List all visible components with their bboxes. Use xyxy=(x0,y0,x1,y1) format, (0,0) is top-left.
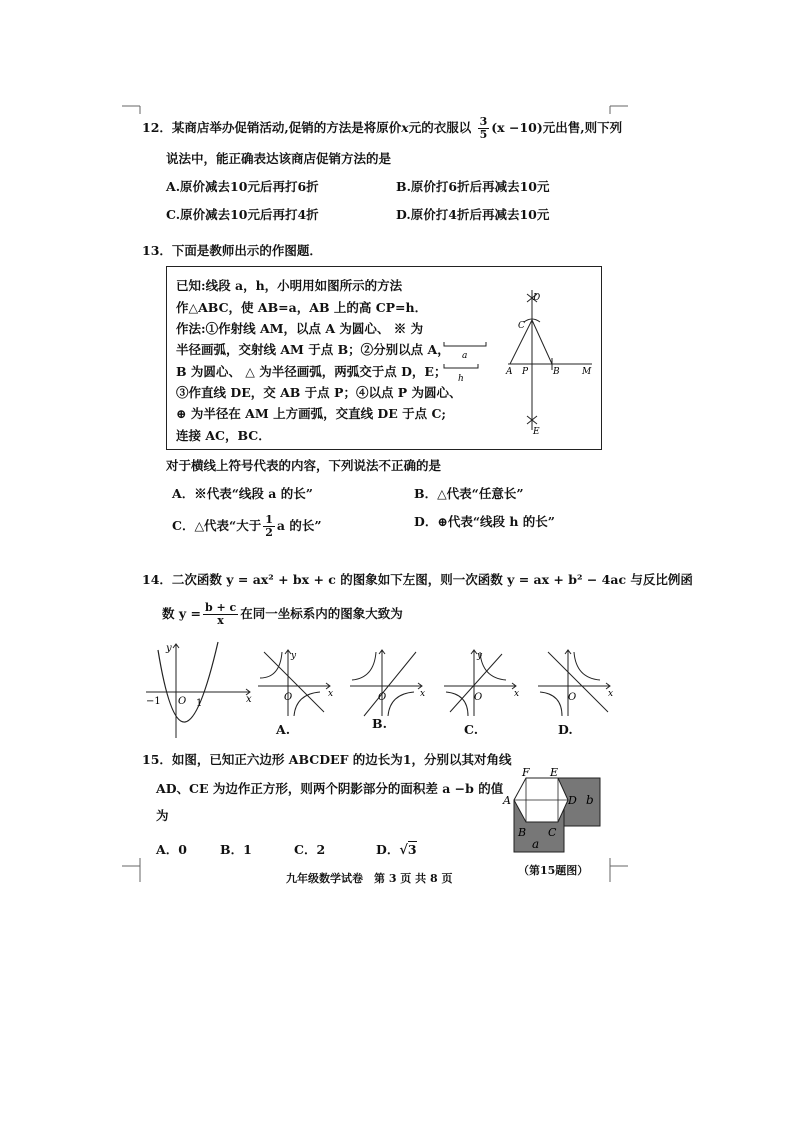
q13-box-line-4: 半径画弧，交射线 AM 于点 B；②分别以点 A， xyxy=(176,342,450,357)
q13-c-fraction: $\frac{1}{2}$ xyxy=(265,513,273,539)
q12-option-b: B.原价打6折后再减去10元 xyxy=(396,179,550,194)
q15-stem-line3: 为 xyxy=(156,808,169,823)
svg-text:y: y xyxy=(477,651,483,661)
page-footer: 九年级数学试卷 第 3 页 共 8 页 xyxy=(286,872,453,885)
svg-text:C: C xyxy=(548,826,557,839)
q13-box-line-2: 作△ABC，使 AB=a，AB 上的高 CP=h． xyxy=(176,300,428,315)
svg-text:O: O xyxy=(474,692,483,703)
q14-choice-c: C. xyxy=(464,722,479,737)
svg-text:x: x xyxy=(328,689,334,699)
svg-text:x: x xyxy=(420,689,426,699)
q12-stem-line2: 说法中，能正确表达该商店促销方法的是 xyxy=(166,151,392,166)
q14-graph-c xyxy=(440,646,526,718)
q13-option-c: C．△代表“大于 $\frac{1}{2}$ a 的长” xyxy=(172,513,322,539)
svg-text:A: A xyxy=(503,794,511,807)
q12-option-c: C.原价减去10元后再打4折 xyxy=(166,207,319,222)
q13-question: 对于横线上符号代表的内容，下列说法不正确的是 xyxy=(166,458,442,473)
q12-fraction: $\frac{3}{5}$ xyxy=(479,115,488,141)
svg-text:y: y xyxy=(166,643,172,654)
label-a: a xyxy=(462,351,468,361)
q15-option-d: D．√3 xyxy=(376,842,417,858)
q13-box-line-1: 已知:线段 a，h，小明用如图所示的方法 xyxy=(176,278,403,293)
q13-option-a: A．※代表“线段 a 的长” xyxy=(172,486,313,501)
svg-text:x: x xyxy=(608,689,614,699)
label-h: h xyxy=(458,374,464,384)
q13-construction-figure xyxy=(500,280,600,440)
q15-option-b: B．1 xyxy=(220,842,252,857)
q12-option-d: D.原价打4折后再减去10元 xyxy=(396,207,550,222)
svg-text:a: a xyxy=(532,837,540,851)
point-m: M xyxy=(582,367,592,377)
q12-option-a: A.原价减去10元后再打6折 xyxy=(166,179,319,194)
q14-choice-a: A. xyxy=(276,722,291,737)
point-e: E xyxy=(533,427,540,437)
svg-text:D: D xyxy=(568,794,577,807)
q14-choice-b: B. xyxy=(372,716,387,731)
svg-text:x: x xyxy=(246,694,252,705)
svg-text:y: y xyxy=(291,651,297,661)
svg-text:F: F xyxy=(522,766,530,779)
q12-stem: 12．某商店举办促销活动,促销的方法是将原价x元的衣服以 $\frac{3}{5}$ (x −10)元出售,则下列 xyxy=(142,115,623,141)
q14-fraction: $\frac{b + c}{x}$ xyxy=(204,601,237,627)
svg-text:E: E xyxy=(550,766,559,779)
q15-figure-caption: （第15题图） xyxy=(518,864,589,877)
point-c: C xyxy=(518,321,525,331)
svg-text:O: O xyxy=(284,692,293,703)
q14-stem: 14．二次函数 y = ax² + bx + c 的图象如下左图，则一次函数 y = ax + b² − 4ac 与反比例函 xyxy=(142,572,693,587)
q13-stem: 13．下面是教师出示的作图题． xyxy=(142,243,322,258)
svg-text:x: x xyxy=(514,689,520,699)
q14-parabola-graph xyxy=(142,638,260,742)
svg-text:B: B xyxy=(518,826,527,839)
q14-stem-line2: 数 y = $\frac{b + c}{x}$ 在同一坐标系内的图象大致为 xyxy=(162,601,403,627)
svg-text:−1: −1 xyxy=(146,696,161,707)
q15-hexagon-figure xyxy=(502,764,602,858)
q14-graph-b xyxy=(346,646,432,718)
q13-box-line-6: ③作直线 DE，交 AB 于点 P；④以点 P 为圆心、 xyxy=(176,385,462,400)
q13-option-b: B．△代表“任意长” xyxy=(414,486,524,501)
svg-text:1: 1 xyxy=(196,698,203,709)
point-a: A xyxy=(506,367,513,377)
q13-box-line-3: 作法:①作射线 AM，以点 A 为圆心、 ※ 为 xyxy=(176,321,424,336)
point-b: B xyxy=(553,367,560,377)
q14-graph-a xyxy=(254,646,340,718)
q15-stem-line2: AD、CE 为边作正方形，则两个阴影部分的面积差 a −b 的值 xyxy=(156,781,504,796)
q13-box-line-8: 连接 AC，BC． xyxy=(176,428,271,443)
q13-box-line-5: B 为圆心、 △ 为半径画弧，两弧交于点 D，E； xyxy=(176,364,447,379)
svg-text:O: O xyxy=(568,692,577,703)
q15-option-c: C．2 xyxy=(294,842,326,857)
q15-option-a: A．0 xyxy=(156,842,187,857)
q14-graph-d xyxy=(534,646,616,718)
svg-text:b: b xyxy=(586,793,594,807)
svg-text:O: O xyxy=(178,696,187,707)
svg-text:O: O xyxy=(378,692,387,703)
q14-choice-d: D. xyxy=(558,722,573,737)
q13-segments-figure xyxy=(440,336,490,386)
q15-stem: 15．如图，已知正六边形 ABCDEF 的边长为1，分别以其对角线 xyxy=(142,752,512,767)
point-p: P xyxy=(522,367,529,377)
q13-option-d: D．⊕代表“线段 h 的长” xyxy=(414,514,555,529)
point-d: D xyxy=(533,293,541,303)
q13-box-line-7: ⊕ 为半径在 AM 上方画弧，交直线 DE 于点 C; xyxy=(176,406,447,421)
